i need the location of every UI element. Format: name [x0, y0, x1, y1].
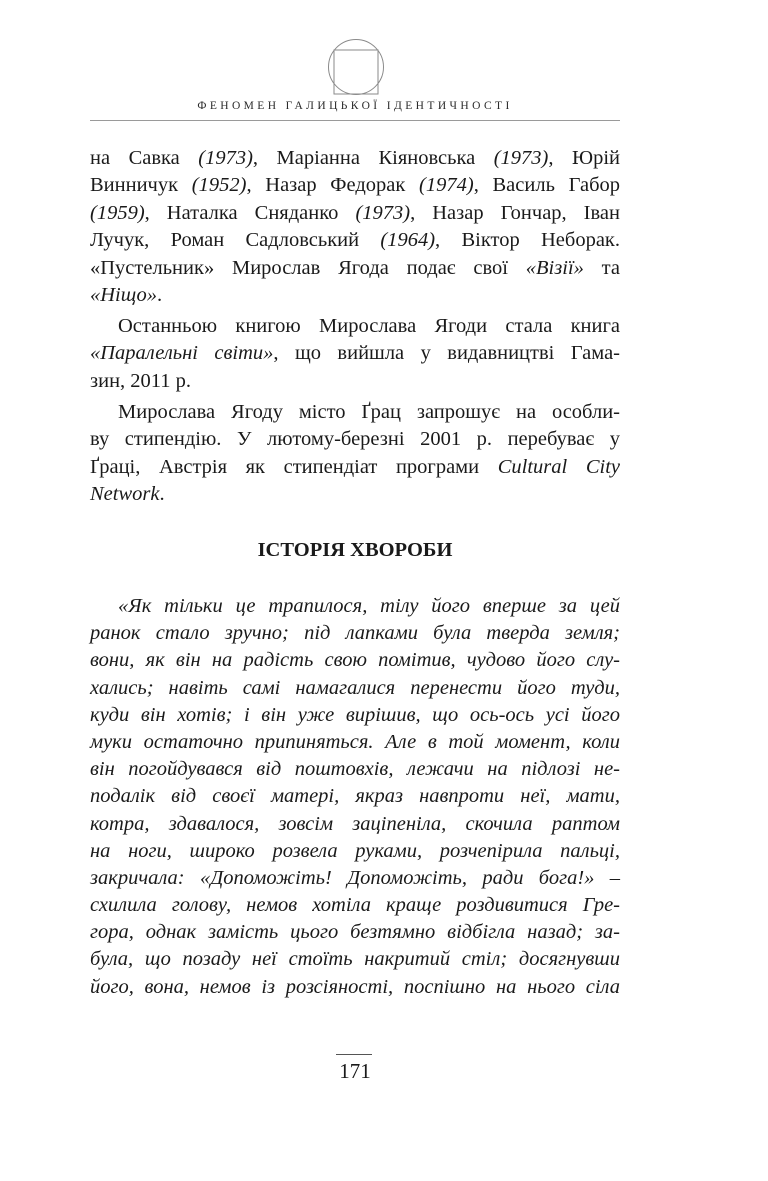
quote-line: «Як тільки це трапилося, тілу його вперше за цей — [118, 595, 620, 617]
text-line: Лучук, Роман Садловський (1964), Віктор Неборак. — [90, 229, 621, 252]
text-line: зин, 2011 р. — [90, 369, 192, 392]
text-line: ву стипендію. У лютому-березні 2001 р. перебуває у — [90, 428, 620, 451]
text-line: Ґраці, Австрія як стипендіат програми Cultural City — [90, 455, 620, 478]
quote-paragraph — [90, 593, 620, 1001]
quote-line: ранок стало зручно; під лапками була тверда земля; — [90, 622, 620, 645]
quote-line: вони, як він на радість свою помітив, чудово його слу- — [90, 649, 620, 672]
text-line: Network. — [90, 483, 165, 506]
quote-line: він погойдувався від поштовхів, лежачи на підлозі не- — [90, 758, 620, 781]
quote-line: куди він хотів; і він уже вирішив, що ось-ось усі його — [90, 703, 620, 726]
quote-line: була, що позаду неї стоїть накритий стіл; досягнувши — [90, 948, 620, 971]
text-line: «Паралельні світи», що вийшла у видавництві Гама- — [90, 342, 620, 365]
quote-line: подалік від своєї матері, якраз навпроти неї, мати, — [90, 785, 620, 808]
paragraph-graz — [90, 399, 620, 509]
quote-line: муки остаточно припиняться. Але в той момент, коли — [90, 730, 620, 753]
section-heading: ІСТОРІЯ ХВОРОБИ — [257, 539, 453, 561]
quote-line: його, вона, немов із розсіяності, поспішно на нього сіла — [90, 975, 620, 998]
quote-line: котра, здавалося, зовсім заціпеніла, скочила раптом — [90, 812, 620, 835]
quote-line: схилила голову, немов хотіла краще роздивитися Гре- — [90, 894, 620, 917]
page-number-rule — [336, 1054, 372, 1055]
text-line: «Ніщо». — [90, 283, 163, 306]
text-line: Останньою книгою Мирослава Ягоди стала книга — [118, 315, 620, 337]
quote-line: закричала: «Допоможіть! Допоможіть, ради бога!» – — [90, 866, 620, 889]
text-line: Винничук (1952), Назар Федорак (1974), Василь Габор — [90, 174, 620, 197]
quote-line: гора, однак замість цього безтямно відбігла назад; за- — [90, 921, 620, 944]
text-line: (1959), Наталка Сняданко (1973), Назар Гончар, Іван — [90, 201, 620, 224]
running-header: ФЕНОМЕН ГАЛИЦЬКОЇ ІДЕНТИЧНОСТІ — [197, 100, 513, 112]
paragraph-authors — [90, 145, 620, 309]
paragraph-last-book — [90, 313, 620, 395]
header-rule — [90, 120, 620, 121]
text-line: «Пустельник» Мирослав Ягода подає свої «Візії» та — [90, 256, 620, 279]
quote-line: хались; навіть самі намагалися перенести його туди, — [90, 676, 620, 699]
page-number: 171 — [339, 1059, 371, 1083]
circle-square-emblem-icon — [327, 38, 385, 96]
text-line: на Савка (1973), Маріанна Кіяновська (1973), Юрій — [90, 147, 620, 169]
text-line: Мирослава Ягоду місто Ґрац запрошує на особли- — [118, 401, 620, 423]
quote-line: на ноги, широко розвела руками, розчепірила пальці, — [90, 839, 620, 862]
